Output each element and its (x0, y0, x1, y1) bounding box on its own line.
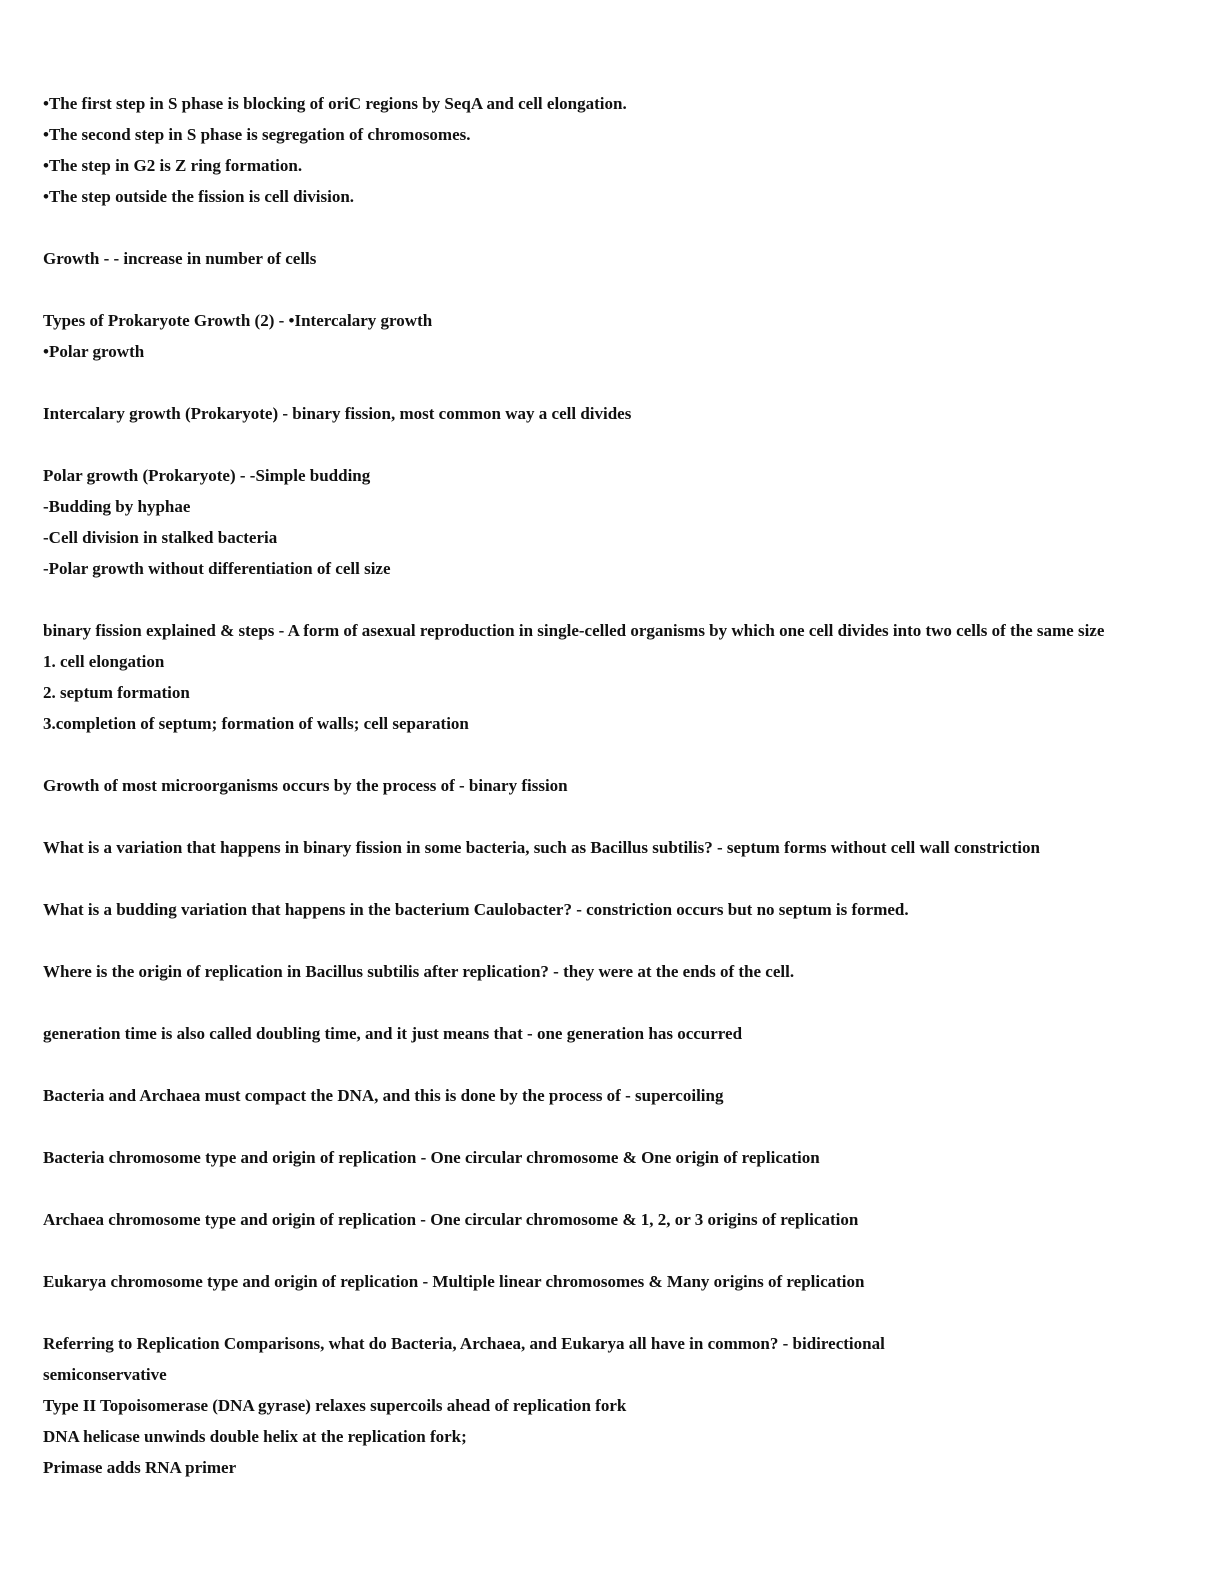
text-line: Bacteria and Archaea must compact the DNA, and this is done by the process of - supercoiling (43, 1086, 724, 1105)
text-line: Eukarya chromosome type and origin of replication - Multiple linear chromosomes & Many origins of replication (43, 1272, 865, 1291)
blank-line (43, 589, 1183, 610)
text-line: -Cell division in stalked bacteria (43, 528, 278, 547)
blank-line (43, 1178, 1183, 1199)
text-line: Growth of most microorganisms occurs by the process of - binary fission (43, 776, 568, 795)
text-line: Polar growth (Prokaryote) - -Simple budding (43, 466, 371, 485)
text-line: •The step in G2 is Z ring formation. (43, 156, 303, 175)
text-line: What is a budding variation that happens in the bacterium Caulobacter? - constriction occurs but no septum is formed. (43, 900, 909, 919)
text-line: 2. septum formation (43, 683, 190, 702)
blank-line (43, 1116, 1183, 1137)
text-line: Bacteria chromosome type and origin of replication - One circular chromosome & One origin of replication (43, 1148, 820, 1167)
blank-line (43, 992, 1183, 1013)
text-line: Type II Topoisomerase (DNA gyrase) relaxes supercoils ahead of replication fork (43, 1396, 627, 1415)
text-line: binary fission explained & steps - A form of asexual reproduction in single-celled organisms by which one cell divides into two cells of the same size (43, 621, 1105, 640)
blank-line (43, 372, 1183, 393)
text-line: •The step outside the fission is cell division. (43, 187, 355, 206)
text-line: Referring to Replication Comparisons, what do Bacteria, Archaea, and Eukarya all have in common? - bidirectional (43, 1334, 885, 1353)
text-line: •The first step in S phase is blocking of oriC regions by SeqA and cell elongation. (43, 94, 627, 113)
text-line: 3.completion of septum; formation of walls; cell separation (43, 714, 469, 733)
text-line: -Budding by hyphae (43, 497, 191, 516)
text-line: semiconservative (43, 1365, 167, 1384)
text-line: What is a variation that happens in binary fission in some bacteria, such as Bacillus subtilis? - septum forms without cell wall constriction (43, 838, 1040, 857)
text-line: Archaea chromosome type and origin of replication - One circular chromosome & 1, 2, or 3 origins of replication (43, 1210, 859, 1229)
text-line: Intercalary growth (Prokaryote) - binary fission, most common way a cell divides (43, 404, 632, 423)
blank-line (43, 217, 1183, 238)
blank-line (43, 806, 1183, 827)
text-line: Growth - - increase in number of cells (43, 249, 317, 268)
text-line: Primase adds RNA primer (43, 1458, 237, 1477)
text-line: generation time is also called doubling time, and it just means that - one generation has occurred (43, 1024, 743, 1043)
blank-line (43, 279, 1183, 300)
text-line: DNA helicase unwinds double helix at the replication fork; (43, 1427, 467, 1446)
text-line: •Polar growth (43, 342, 145, 361)
blank-line (43, 1240, 1183, 1261)
blank-line (43, 434, 1183, 455)
text-line: •The second step in S phase is segregation of chromosomes. (43, 125, 471, 144)
blank-line (43, 1054, 1183, 1075)
blank-line (43, 868, 1183, 889)
text-line: Types of Prokaryote Growth (2) - •Intercalary growth (43, 311, 433, 330)
text-line: Where is the origin of replication in Bacillus subtilis after replication? - they were at the ends of the cell. (43, 962, 795, 981)
text-line: -Polar growth without differentiation of cell size (43, 559, 391, 578)
blank-line (43, 744, 1183, 765)
text-line: 1. cell elongation (43, 652, 165, 671)
blank-line (43, 1302, 1183, 1323)
document-body (43, 93, 1183, 1488)
blank-line (43, 930, 1183, 951)
